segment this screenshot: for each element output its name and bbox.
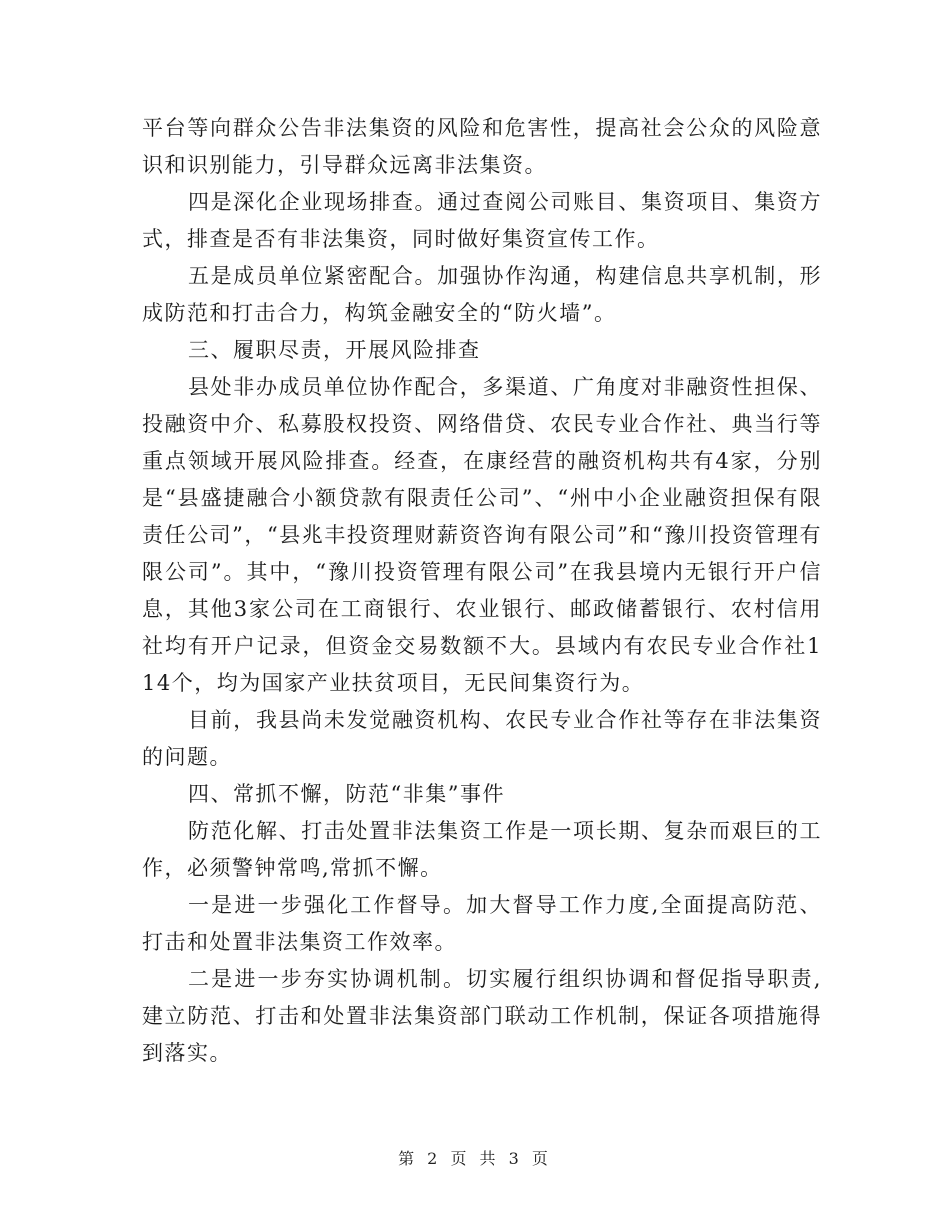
paragraph-10: 二是进一步夯实协调机制。切实履行组织协调和督促指导职责,建立防范、打击和处置非法集资部门联动工作机制，保证各项措施得到落实。	[142, 967, 822, 1065]
paragraph-2: 四是深化企业现场排查。通过查阅公司账目、集资项目、集资方式，排查是否有非法集资，同时做好集资宣传工作。	[142, 190, 822, 251]
paragraph-1: 平台等向群众公告非法集资的风险和危害性，提高社会公众的风险意识和识别能力，引导群众远离非法集资。	[142, 116, 822, 177]
paragraph-5: 县处非办成员单位协作配合，多渠道、广角度对非融资性担保、投融资中介、私募股权投资、网络借贷、农民专业合作社、典当行等重点领域开展风险排查。经查，在康经营的融资机构共有4家，分别是“县盛捷融合小额贷款有限责任公司”、“州中小企业融资担保有限责任公司”，“县兆丰投资理财薪资咨询有限公司”和“豫川投资管理有限公司”。其中，“豫川投资管理有限公司”在我县境内无银行开户信息，其他3家公司在工商银行、农业银行、邮政储蓄银行、农村信用社均有开户记录，但资金交易数额不大。县域内有农民专业合作社114个，均为国家产业扶贫项目，无民间集资行为。	[142, 375, 822, 695]
paragraph-3: 五是成员单位紧密配合。加强协作沟通，构建信息共享机制，形成防范和打击合力，构筑金融安全的“防火墙”。	[142, 264, 822, 325]
section-heading-4: 四、常抓不懈，防范“非集”事件	[188, 782, 505, 806]
paragraph-6: 目前，我县尚未发觉融资机构、农民专业合作社等存在非法集资的问题。	[142, 708, 822, 769]
document-body	[142, 110, 822, 1072]
page-number-footer: 第 2 页 共 3 页	[398, 1149, 552, 1168]
paragraph-9: 一是进一步强化工作督导。加大督导工作力度,全面提高防范、打击和处置非法集资工作效率。	[142, 893, 822, 954]
paragraph-8: 防范化解、打击处置非法集资工作是一项长期、复杂而艰巨的工作，必须警钟常鸣,常抓不懈。	[142, 819, 822, 880]
section-heading-3: 三、履职尽责，开展风险排查	[188, 338, 481, 362]
